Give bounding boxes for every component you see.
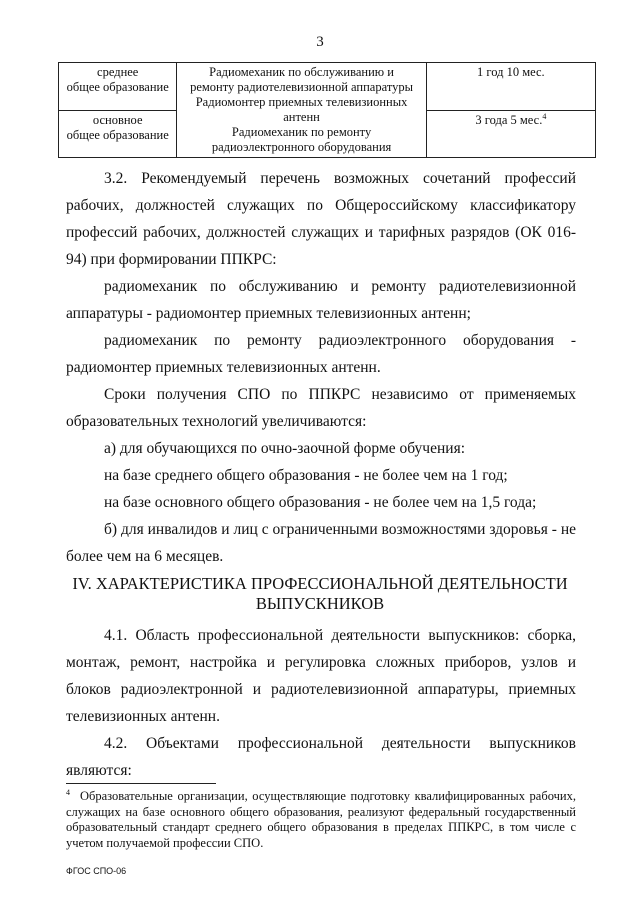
list-item: на базе среднего общего образования - не более чем на 1 год; bbox=[104, 467, 508, 484]
duration-cell bbox=[426, 63, 595, 111]
footnote-divider bbox=[66, 783, 216, 784]
paragraph-3-2: 3.2. Рекомендуемый перечень возможных сочетаний профессий рабочих, должностей служащих по Общероссийскому классификатору профессий рабочих, должностей служащих и тарифных разрядов (ОК 016-94) при формировании ППКРС: bbox=[66, 170, 576, 268]
table-row bbox=[59, 63, 596, 111]
combination-item: радиомеханик по ремонту радиоэлектронного оборудования - радиомонтер приемных телевизионных антенн. bbox=[66, 332, 576, 376]
footnote-mark: 4 bbox=[66, 787, 70, 797]
training-duration-table bbox=[58, 62, 596, 158]
combination-item: радиомеханик по обслуживанию и ремонту радиотелевизионной аппаратуры - радиомонтер приемных телевизионных антенн; bbox=[66, 278, 576, 322]
cell-line: Радиомеханик по обслуживанию и bbox=[209, 65, 394, 79]
cell-line: Радиомонтер приемных телевизионных bbox=[195, 95, 408, 109]
footnote-reference[interactable]: 4 bbox=[542, 111, 547, 121]
section-heading bbox=[60, 574, 580, 614]
paragraph-4-1: 4.1. Область профессиональной деятельности выпускников: сборка, монтаж, ремонт, настройка и регулировка сложных приборов, узлов и блоков радиоэлектронной и радиотелевизионной аппаратуры, приемных телевизионных антенн. bbox=[66, 627, 576, 725]
cell-line: Радиомеханик по ремонту bbox=[231, 125, 372, 139]
cell-line: среднее bbox=[97, 65, 139, 79]
list-item-b: б) для инвалидов и лиц с ограниченными возможностями здоровья - не более чем на 6 месяцев. bbox=[66, 521, 576, 565]
footnote bbox=[66, 789, 576, 851]
education-level-cell bbox=[59, 110, 177, 158]
section-heading-line: ВЫПУСКНИКОВ bbox=[255, 594, 385, 613]
cell-line: антенн bbox=[283, 110, 320, 124]
page-number: 3 bbox=[316, 34, 324, 50]
cell-line: общее образование bbox=[66, 127, 169, 142]
cell-line: общее образование bbox=[66, 80, 169, 94]
section-heading-line: IV. ХАРАКТЕРИСТИКА ПРОФЕССИОНАЛЬНОЙ ДЕЯТЕЛЬНОСТИ bbox=[72, 574, 568, 593]
duration-value: 3 года 5 мес. bbox=[475, 112, 543, 127]
terms-paragraph: Сроки получения СПО по ППКРС независимо от применяемых образовательных технологий увеличиваются: bbox=[66, 386, 576, 430]
paragraph-4-2: 4.2. Объектами профессиональной деятельности выпускников являются: bbox=[66, 735, 576, 779]
footnote-text: Образовательные организации, осуществляющие подготовку квалифицированных рабочих, служащих на базе основного общего образования, реализуют федеральный государственный образовательный стандарт среднего общего образования в пределах ППКРС, в том числе с учетом получаемой профессии СПО. bbox=[66, 789, 576, 850]
profession-cell bbox=[177, 63, 426, 158]
duration-value: 1 год 10 мес. bbox=[477, 65, 545, 79]
education-level-cell bbox=[59, 63, 177, 111]
duration-cell bbox=[426, 110, 595, 158]
list-item: на базе основного общего образования - не более чем на 1,5 года; bbox=[104, 494, 537, 511]
list-item-a: а) для обучающихся по очно-заочной форме обучения: bbox=[104, 440, 466, 457]
cell-line: ремонту радиотелевизионной аппаратуры bbox=[190, 80, 414, 94]
document-code: ФГОС СПО-06 bbox=[66, 866, 127, 876]
cell-line: радиоэлектронного оборудования bbox=[211, 140, 392, 154]
cell-line: основное bbox=[92, 112, 143, 127]
